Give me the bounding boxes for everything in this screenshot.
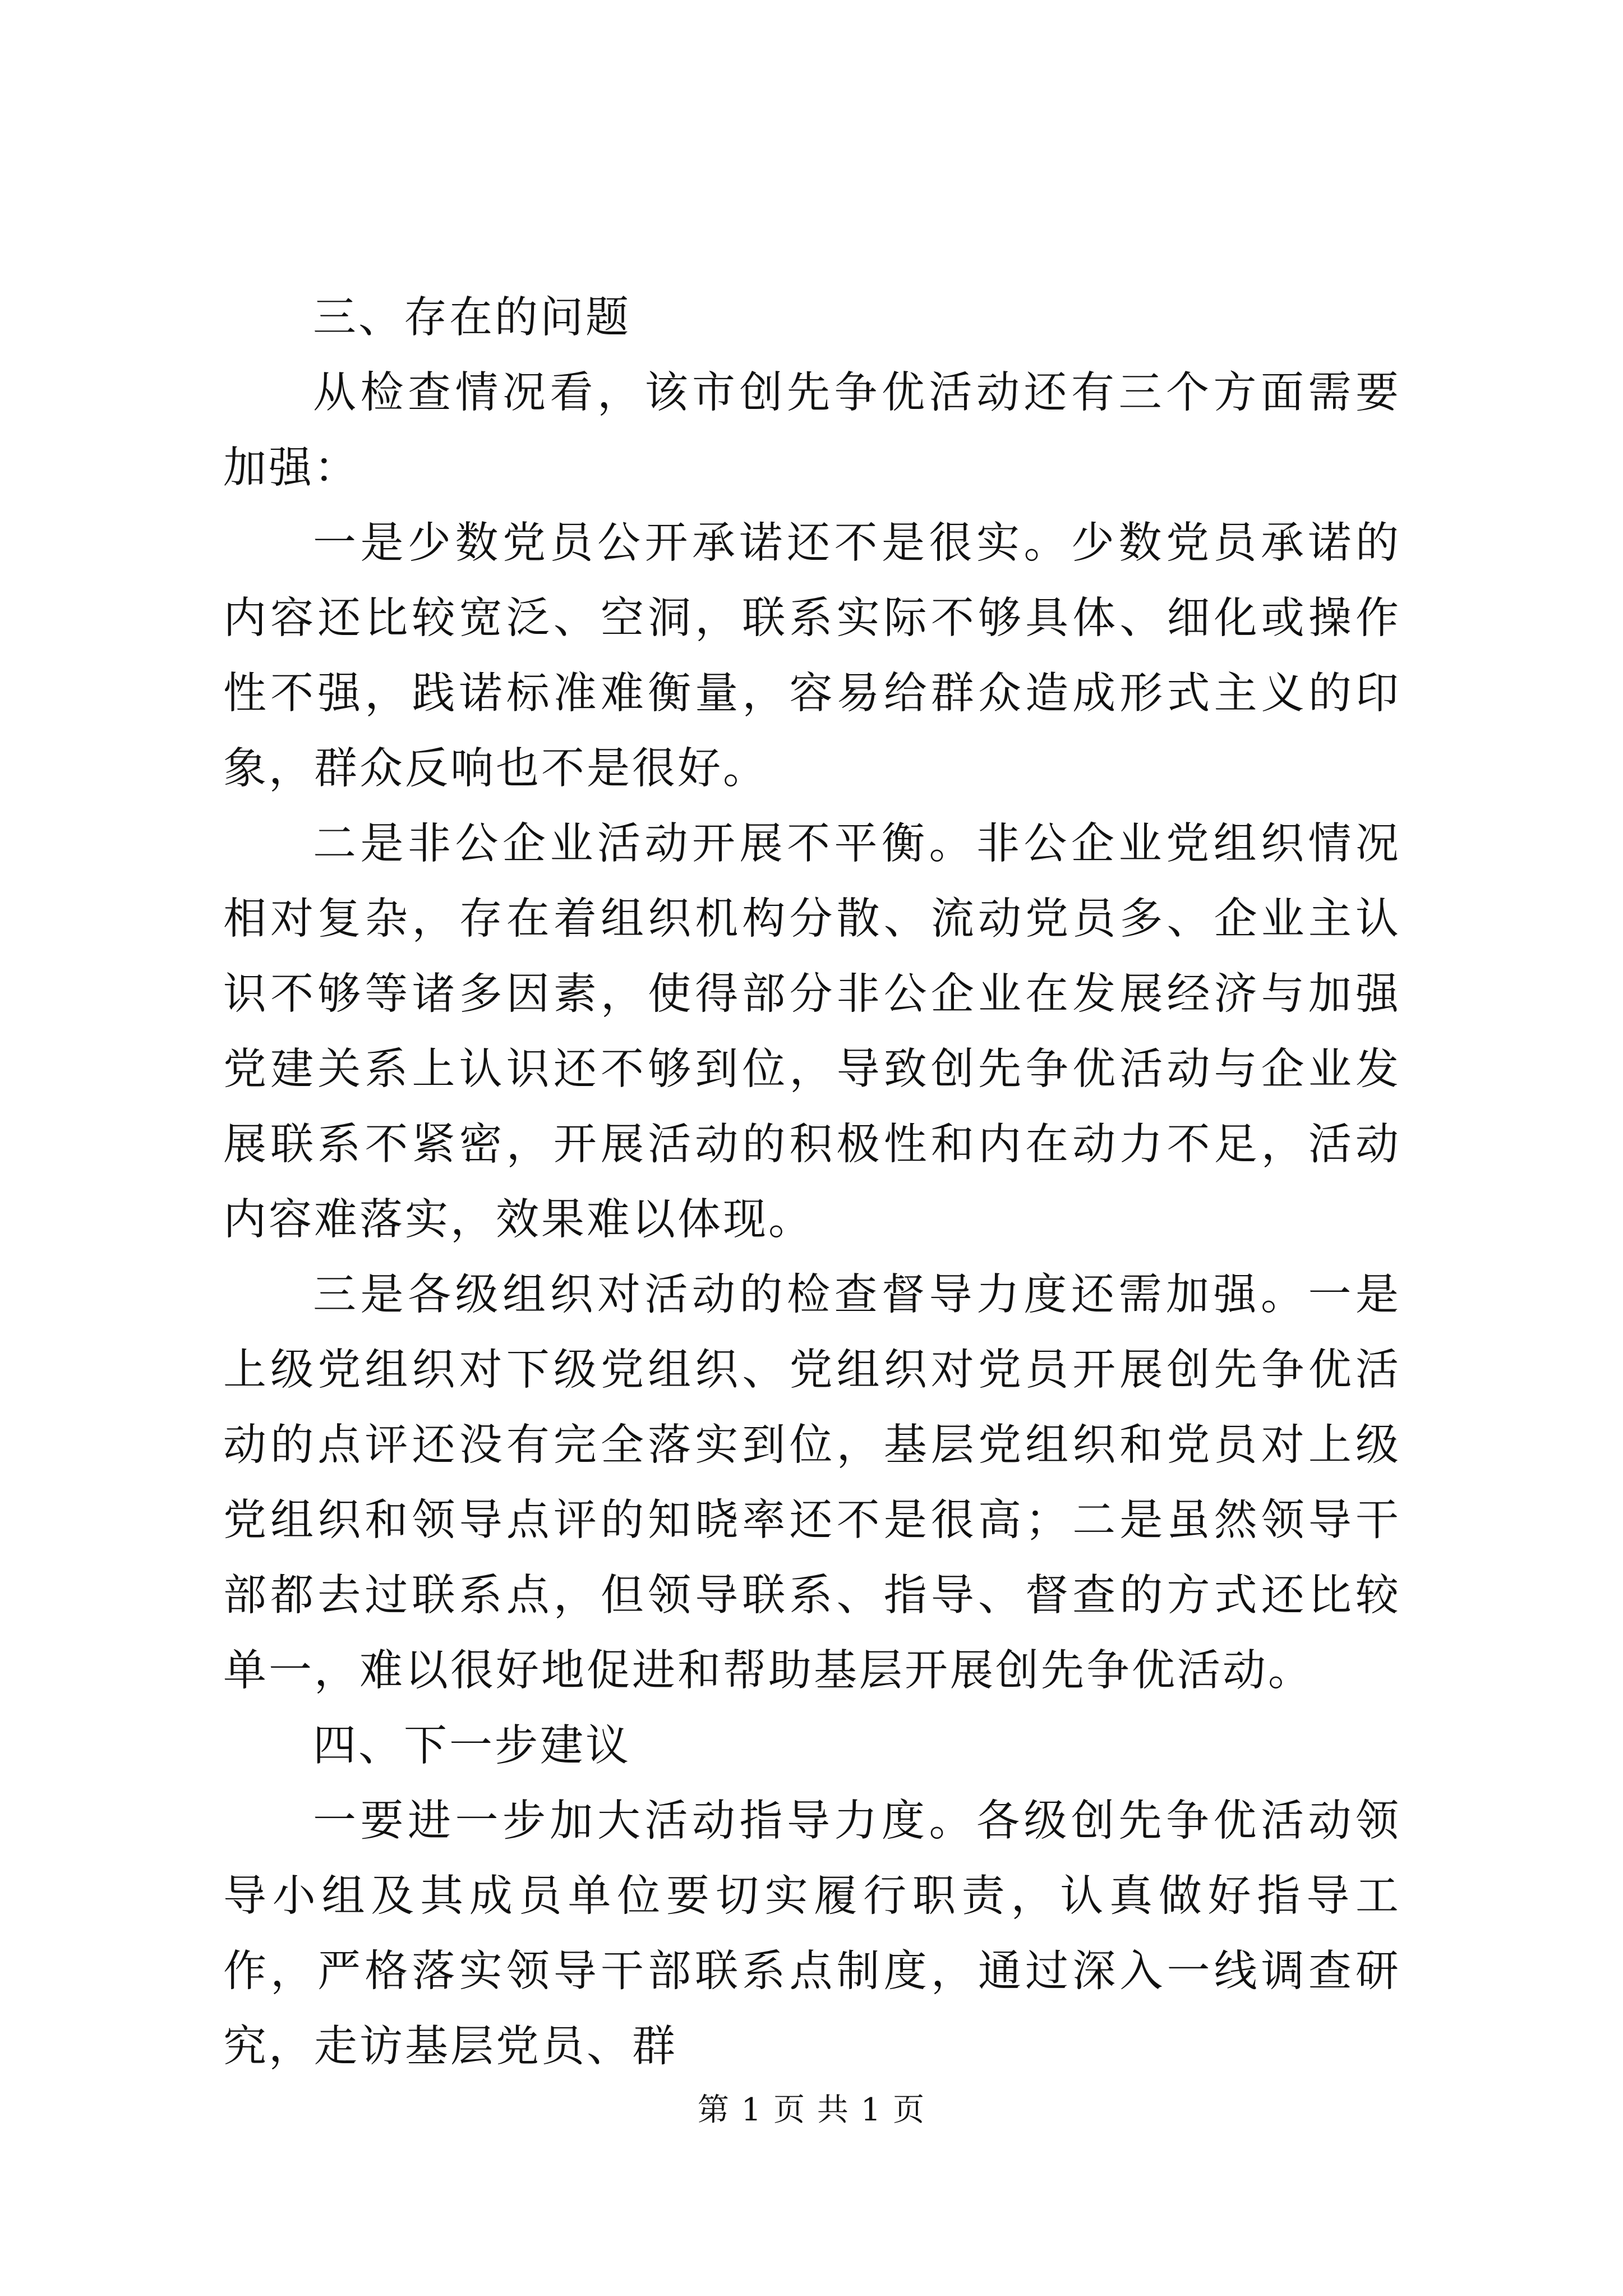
paragraph-problem-1: 一是少数党员公开承诺还不是很实。少数党员承诺的内容还比较宽泛、空洞，联系实际不够具体、细化或操作性不强，践诺标准难衡量，容易给群众造成形式主义的印象，群众反响也不是很好。 <box>223 518 1401 794</box>
paragraph-suggestion-1: 一要进一步加大活动指导力度。各级创先争优活动领导小组及其成员单位要切实履行职责，认真做好指导工作，严格落实领导干部联系点制度，通过深入一线调查研究，走访基层党员、群 <box>223 1796 1401 2072</box>
section-heading-suggestions: 四、下一步建议 <box>313 1721 631 1771</box>
document-body <box>223 280 1401 2085</box>
section-heading-problems: 三、存在的问题 <box>313 293 631 343</box>
page-footer: 第 1 页 共 1 页 <box>697 2092 926 2128</box>
paragraph-intro: 从检查情况看，该市创先争优活动还有三个方面需要加强： <box>223 368 1401 493</box>
paragraph-problem-3: 三是各级组织对活动的检查督导力度还需加强。一是上级党组织对下级党组织、党组织对党员开展创先争优活动的点评还没有完全落实到位，基层党组织和党员对上级党组织和领导点评的知晓率还不是很高；二是虽然领导干部都去过联系点，但领导联系、指导、督查的方式还比较单一，难以很好地促进和帮助基层开展创先争优活动。 <box>223 1270 1401 1696</box>
paragraph-problem-2: 二是非公企业活动开展不平衡。非公企业党组织情况相对复杂，存在着组织机构分散、流动党员多、企业主认识不够等诸多因素，使得部分非公企业在发展经济与加强党建关系上认识还不够到位，导致创先争优活动与企业发展联系不紧密，开展活动的积极性和内在动力不足，活动内容难落实，效果难以体现。 <box>223 819 1401 1245</box>
